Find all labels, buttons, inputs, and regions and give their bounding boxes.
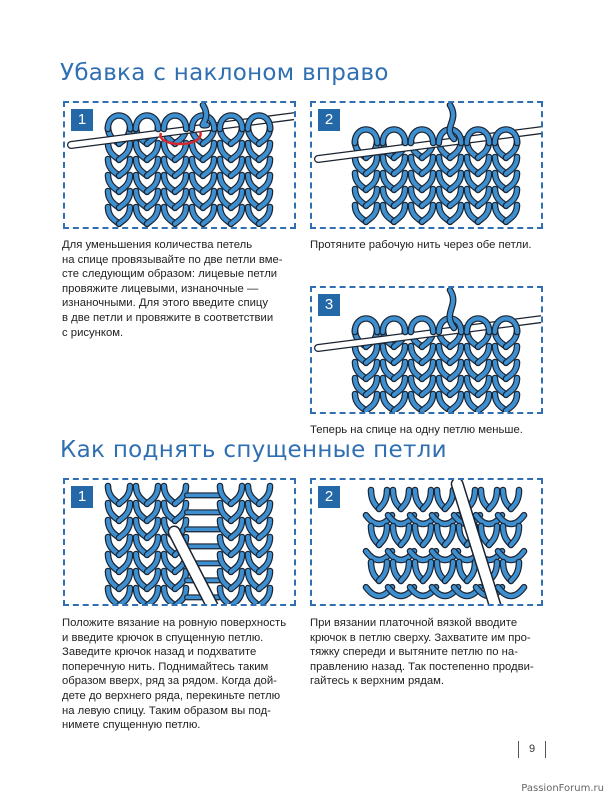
stitch-leg-right xyxy=(379,562,387,581)
caption-line: дете до верхнего ряда, перекиньте петлю xyxy=(62,689,281,702)
knitting-diagram-needle-two-loops xyxy=(65,103,296,229)
illustration-panel-pickup-2 xyxy=(310,478,543,606)
stitch-leg-right xyxy=(511,490,519,509)
needle-loop xyxy=(355,130,377,144)
working-yarn xyxy=(203,105,207,125)
step-number-badge: 2 xyxy=(318,486,340,508)
needle-loop xyxy=(411,319,433,333)
illustration-panel-decrease-2 xyxy=(310,101,543,229)
stitch-leg-right xyxy=(401,562,409,581)
caption-line: на спице провязывайте по две петли вме- xyxy=(62,253,283,266)
caption-line: Протяните рабочую нить через обе петли. xyxy=(310,239,532,251)
stitch-leg-right xyxy=(445,490,453,509)
stitch-leg-right xyxy=(379,526,387,545)
caption-line: сте следующим образом: лицевые петли xyxy=(62,268,278,281)
caption-line: Теперь на спице на одну петлю меньше. xyxy=(310,424,523,436)
caption-line: изнаночными. Для этого введите спицу xyxy=(62,297,268,310)
stitch-leg-right xyxy=(445,526,453,545)
illustration-panel-pickup-1 xyxy=(63,478,296,606)
caption-line: поперечную нить. Поднимайтесь таким xyxy=(62,660,269,673)
needle-loop xyxy=(383,130,405,144)
step-number-badge: 3 xyxy=(318,294,340,316)
caption-pickup-2 xyxy=(310,616,534,689)
stitch-leg-right xyxy=(423,562,431,581)
step-number-badge: 1 xyxy=(71,109,93,131)
page-number-divider-right xyxy=(545,741,546,758)
step-number-badge: 2 xyxy=(318,109,340,131)
stitch-leg-right xyxy=(511,526,519,545)
stitch-leg-right xyxy=(445,562,453,581)
caption-line: в две петли и провяжите в соответствии xyxy=(62,311,274,324)
illustration-panel-decrease-3 xyxy=(310,286,543,414)
step-number-badge: 1 xyxy=(71,486,93,508)
caption-line: провяжите лицевыми, изнаночные — xyxy=(62,282,259,295)
caption-line: гайтесь к верхним рядам. xyxy=(310,675,445,688)
working-yarn xyxy=(450,290,454,328)
needle-loop xyxy=(383,319,405,333)
caption-decrease-3 xyxy=(310,423,523,438)
stitch-leg-right xyxy=(467,562,475,581)
illustration-panel-decrease-1 xyxy=(63,101,296,229)
caption-line: тяжку спереди и вытяните петлю по на- xyxy=(310,646,518,659)
stitch-leg-right xyxy=(511,562,519,581)
purl-bump xyxy=(498,587,524,596)
page-number-divider-left xyxy=(518,741,519,758)
page-number: 9 xyxy=(528,743,536,755)
caption-line: Положите вязание на ровную поверхность xyxy=(62,617,287,629)
stitch-leg-right xyxy=(379,490,387,509)
stitch-leg-right xyxy=(401,526,409,545)
stitch-leg-right xyxy=(401,490,409,509)
caption-line: правлению назад. Так постепенно продви- xyxy=(310,660,534,673)
section-title-decrease: Убавка с наклоном вправо xyxy=(60,60,389,86)
needle-loop xyxy=(411,130,433,144)
caption-line: Заведите крючок назад и подхватите xyxy=(62,646,257,659)
knitting-diagram-garter-stitch-hook xyxy=(312,480,543,606)
needle-loop xyxy=(136,116,158,130)
knitting-diagram-pull-yarn-through xyxy=(312,103,543,229)
caption-line: и введите крючок в спущенную петлю. xyxy=(62,631,264,644)
stitch-leg-right xyxy=(423,490,431,509)
caption-line: образом вверх, ряд за рядом. Когда дой- xyxy=(62,675,277,688)
purl-bump xyxy=(498,551,524,560)
section-title-dropped-stitches: Как поднять спущенные петли xyxy=(60,437,447,463)
working-yarn xyxy=(450,105,454,139)
caption-line: на левую спицу. Таким образом вы под- xyxy=(62,704,271,717)
stitch-leg-right xyxy=(423,526,431,545)
caption-line: нимете спущенную петлю. xyxy=(62,719,201,732)
watermark-text: PassionForum.ru xyxy=(521,783,604,794)
caption-line: При вязании платочной вязкой вводите xyxy=(310,617,518,629)
caption-pickup-1 xyxy=(62,616,286,733)
purl-bump xyxy=(498,515,524,524)
needle-loop xyxy=(108,116,130,130)
stitch-leg-right xyxy=(489,490,497,509)
knitting-diagram-one-loop-less xyxy=(312,288,543,414)
caption-line: крючок в петлю сверху. Захватите им про- xyxy=(310,631,531,644)
caption-decrease-1 xyxy=(62,238,283,340)
needle-loop xyxy=(355,319,377,333)
knitting-diagram-crochet-hook-ladder xyxy=(65,480,296,606)
caption-line: с рисунком. xyxy=(62,326,124,339)
caption-line: Для уменьшения количества петель xyxy=(62,239,253,251)
stitch-leg-right xyxy=(489,526,497,545)
needle-loop xyxy=(164,116,186,130)
caption-decrease-2 xyxy=(310,238,532,253)
